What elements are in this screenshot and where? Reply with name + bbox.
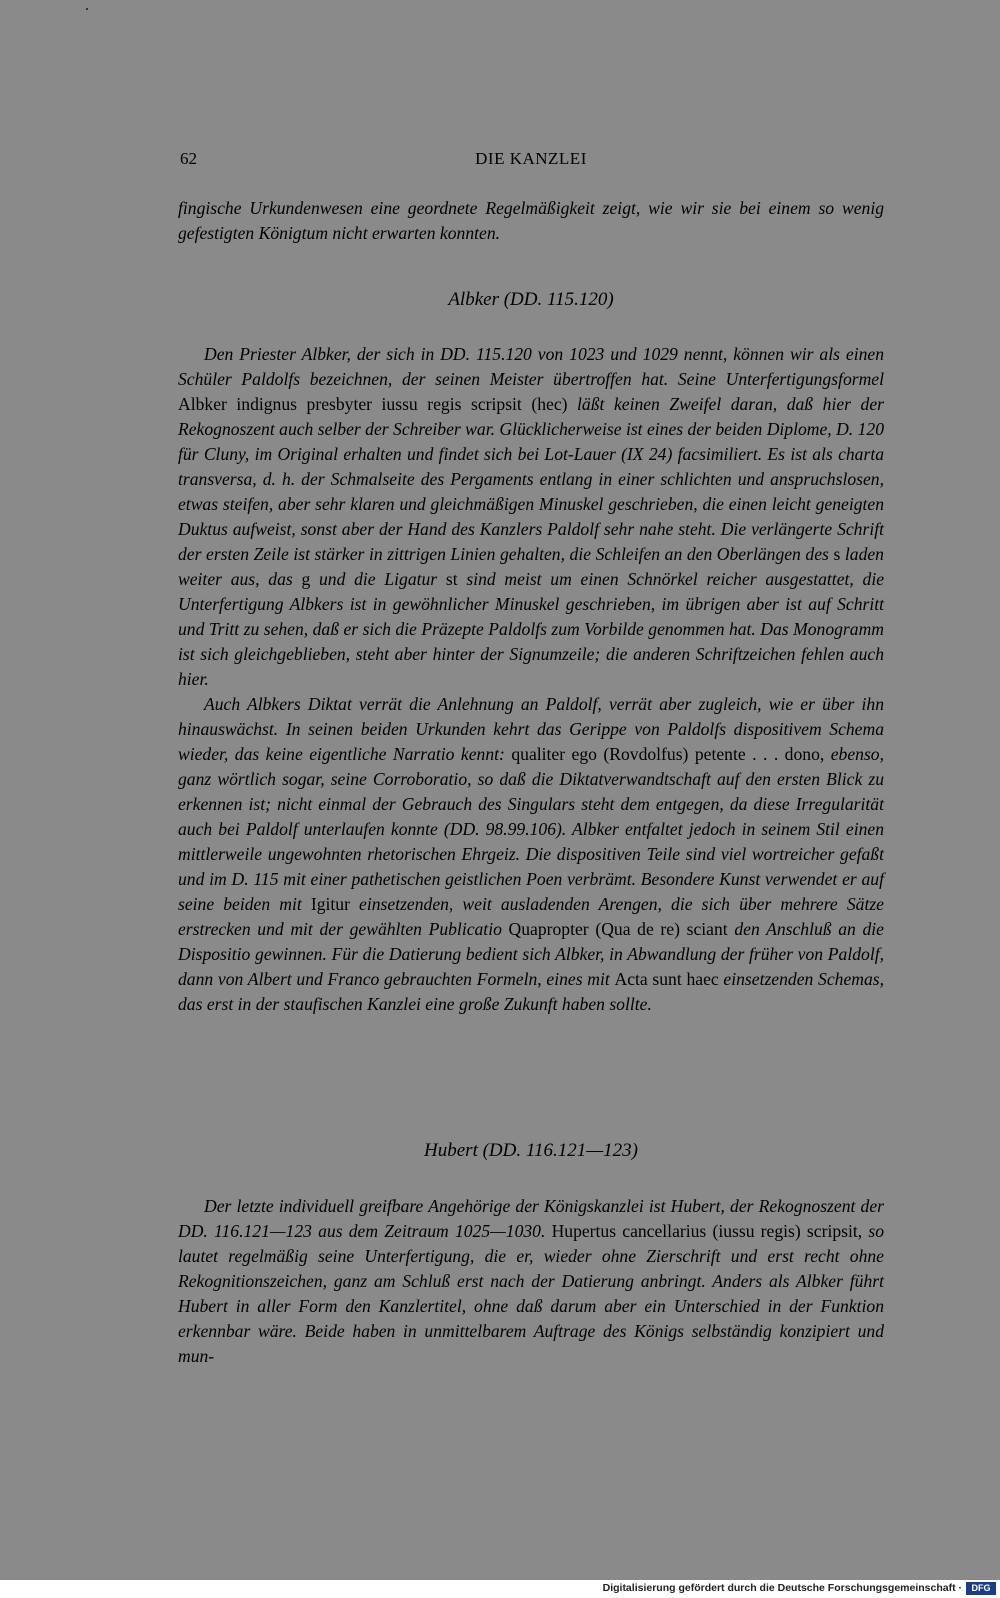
hubert-paragraph-1: Der letzte individuell greifbare Angehörige der Königskanzlei ist Hubert, der Rekognoszent der DD. 116.121—123 aus dem Zeitraum 1025—1030. Hupertus cancellarius (iussu regis) scripsit, so lautet regelmäßig seine Unterfertigung, die er, wieder ohne Zierschrift und erst recht ohne Rekognitionszeichen, ganz am Schluß erst nach der Datierung anbringt. Anders als Albker führt Hubert in aller Form den Kanzlertitel, ohne daß darum aber ein Unterschied in der Funktion erkennbar wäre. Beide haben in unmittelbarem Auftrage des Königs selbständig konzipiert und mun- [178, 1196, 884, 1366]
running-title: DIE KANZLEI [475, 149, 587, 168]
intro-text: fingische Urkundenwesen eine geordnete Regelmäßigkeit zeigt, wie wir sie bei einem so wenig gefestigten Königtum nicht erwarten konnten. [178, 198, 884, 243]
albker-paragraph-1: Den Priester Albker, der sich in DD. 115.120 von 1023 und 1029 nennt, können wir als einen Schüler Paldolfs bezeichnen, der seinen Meister übertroffen hat. Seine Unterfertigungsformel Albker indignus presbyter iussu regis scripsit (hec) läßt keinen Zweifel daran, daß hier der Rekognoszent auch selber der Schreiber war. Glücklicherweise ist eines der beiden Diplome, D. 120 für Cluny, im Original erhalten und findet sich bei Lot-Lauer (IX 24) facsimiliert. Es ist als charta transversa, d. h. der Schmalseite des Pergaments entlang in einer schlichten und anspruchslosen, etwas steifen, aber sehr klaren und gleichmäßigen Minuskel geschrieben, die einen leicht geneigten Duktus aufweist, sonst aber der Hand des Kanzlers Paldolf sehr nahe steht. Die verlängerte Schrift der ersten Zeile ist stärker in zittrigen Linien gehalten, die Schleifen an den Oberlängen des s laden weiter aus, das g und die Ligatur st sind meist um einen Schnörkel reicher ausgestattet, die Unterfertigung Albkers ist in gewöhnlicher Minuskel geschrieben, im übrigen aber ist auf Schritt und Tritt zu sehen, daß er sich die Präzepte Paldolfs zum Vorbilde genommen hat. Das Monogramm ist sich gleichgeblieben, steht aber hinter der Signumzeile; die anderen Schriftzeichen fehlen auch hier. [178, 344, 885, 689]
section-heading-albker: Albker (DD. 115.120) [448, 289, 614, 310]
scan-speck [86, 8, 88, 10]
section-heading-hubert: Hubert (DD. 116.121—123) [424, 1140, 638, 1161]
page-header [180, 149, 882, 173]
page-number: 62 [180, 149, 197, 168]
dfg-logo[interactable]: DFG [966, 1582, 996, 1595]
section-albker-body [178, 342, 884, 1017]
intro-paragraph [178, 196, 884, 246]
footer-bar [0, 1580, 1000, 1598]
albker-paragraph-2: Auch Albkers Diktat verrät die Anlehnung an Paldolf, verrät aber zugleich, wie er über ihn hinauswächst. In seinen beiden Urkunden kehrt das Gerippe von Paldolfs dispositivem Schema wieder, das keine eigentliche Narratio kennt: qualiter ego (Rovdolfus) petente . . . dono, ebenso, ganz wörtlich sogar, seine Corroboratio, so daß die Diktatverwandtschaft auf den ersten Blick zu erkennen ist; nicht einmal der Gebrauch des Singulars steht dem entgegen, da diese Irregularität auch bei Paldolf unterlaufen konnte (DD. 98.99.106). Albker entfaltet jedoch in seinem Stil einen mittlerweile ungewohnten rhetorischen Ehrgeiz. Die dispositiven Teile sind viel wortreicher gefaßt und im D. 115 mit einer pathetischen geistlichen Poen verbrämt. Besondere Kunst verwendet er auf seine beiden mit Igitur einsetzenden, weit ausladenden Arengen, die sich über mehrere Sätze erstrecken und mit der gewählten Publicatio Quapropter (Qua de re) sciant den Anschluß an die Dispositio gewinnen. Für die Datierung bedient sich Albker, in Abwandlung der früher von Paldolf, dann von Albert und Franco gebrauchten Formeln, eines mit Acta sunt haec einsetzenden Schemas, das erst in der staufischen Kanzlei eine große Zukunft haben sollte. [178, 694, 884, 1014]
funding-notice: Digitalisierung gefördert durch die Deutsche Forschungsgemeinschaft · [602, 1582, 962, 1594]
section-hubert-body [178, 1194, 884, 1369]
